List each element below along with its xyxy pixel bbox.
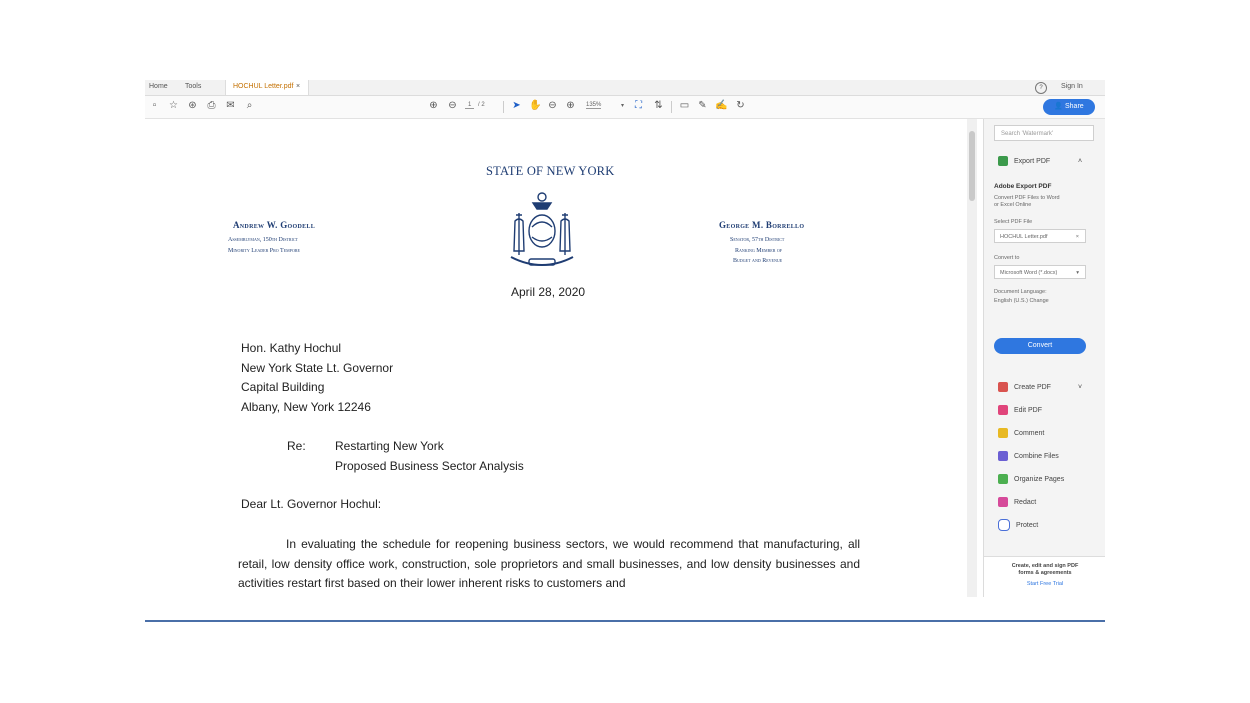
re-line-2: Proposed Business Sector Analysis	[335, 459, 524, 473]
export-pdf-icon	[998, 156, 1008, 166]
adobe-export-desc: Convert PDF Files to Word	[994, 195, 1060, 201]
document-language-label: Document Language:	[994, 289, 1047, 295]
comment-icon[interactable]: ▭	[679, 100, 690, 111]
document-view[interactable]	[145, 119, 957, 597]
save-icon[interactable]: ▫	[152, 100, 157, 111]
right-sender-committee: Budget and Revenue	[733, 258, 783, 264]
upload-icon[interactable]: ⊛	[188, 100, 197, 111]
convert-button[interactable]: Convert	[994, 338, 1086, 354]
tool-label: Comment	[1014, 430, 1045, 437]
document-tab[interactable]	[225, 80, 309, 95]
sign-in-link[interactable]: Sign In	[1061, 83, 1083, 90]
body-paragraph: In evaluating the schedule for reopening business sectors, we would recommend that manufacturing, all retail, low density office work, construction, sole proprietors and small businesses, and low density businesses and activities restart first based on their lower inherent risks to customers and	[238, 537, 860, 590]
share-button-label: Share	[1064, 103, 1084, 110]
salutation: Dear Lt. Governor Hochul:	[241, 497, 382, 511]
menu-bar	[145, 80, 1105, 96]
tools-search-input[interactable]: Search 'Watermark'	[994, 125, 1094, 141]
sign-icon[interactable]: ✍	[715, 100, 728, 111]
adobe-export-title: Adobe Export PDF	[994, 183, 1052, 190]
zoom-level-select[interactable]: 135%	[586, 102, 602, 108]
email-icon[interactable]: ✉	[226, 100, 235, 111]
convert-to-label: Convert to	[994, 255, 1020, 261]
tool-comment[interactable]	[998, 427, 1044, 441]
page-total: / 2	[478, 102, 485, 108]
document-scrollbar[interactable]	[967, 119, 977, 597]
share-button[interactable]	[1043, 99, 1095, 115]
start-free-trial-link[interactable]: Start Free Trial	[1026, 581, 1064, 587]
re-label: Re:	[287, 439, 306, 453]
ny-state-seal-icon	[507, 187, 577, 271]
protect-shield-icon	[998, 519, 1010, 531]
page-number-input[interactable]: 1	[465, 102, 474, 109]
footer-line-2: forms & agreements	[1018, 570, 1072, 576]
page-down-icon[interactable]: ⊖	[448, 100, 457, 111]
right-sender-title: Senator, 57th District	[730, 237, 785, 243]
menu-home[interactable]: Home	[149, 83, 168, 90]
document-language-value[interactable]: English (U.S.) Change	[994, 298, 1049, 304]
document-tab-title: HOCHUL Letter.pdf	[233, 83, 294, 90]
trial-footer	[984, 556, 1105, 597]
tool-label: Combine Files	[1014, 453, 1059, 460]
select-file-label: Select PDF File	[994, 219, 1033, 225]
address-line-2: New York State Lt. Governor	[241, 361, 394, 375]
select-cursor-icon[interactable]: ➤	[512, 100, 521, 111]
chevron-down-icon: ▾	[1076, 270, 1079, 276]
star-icon[interactable]: ☆	[169, 100, 178, 111]
convert-to-value: Microsoft Word (*.docx)	[1000, 270, 1058, 276]
tool-edit-pdf[interactable]	[998, 404, 1042, 418]
redact-icon	[998, 497, 1008, 507]
address-line-4: Albany, New York 12246	[241, 400, 371, 414]
zoom-out-icon[interactable]: ⊖	[548, 100, 557, 111]
zoom-in-icon[interactable]: ⊕	[566, 100, 575, 111]
adobe-export-desc-2: or Excel Online	[994, 202, 1032, 208]
scroll-mode-icon[interactable]: ⇅	[654, 100, 663, 111]
add-user-icon: 👤	[1054, 103, 1064, 110]
share-link-icon[interactable]: ↻	[736, 100, 745, 111]
tool-protect[interactable]	[998, 519, 1038, 533]
letter-date: April 28, 2020	[511, 285, 586, 299]
tool-create-pdf[interactable]	[998, 381, 1083, 395]
clear-file-icon[interactable]: ×	[1075, 234, 1079, 240]
chevron-down-icon[interactable]: ˅	[1078, 384, 1083, 391]
edit-pdf-icon	[998, 405, 1008, 415]
left-sender-name: Andrew W. Goodell	[233, 220, 316, 230]
tool-label: Organize Pages	[1014, 476, 1065, 483]
toolbar-divider	[671, 101, 672, 113]
fit-page-icon[interactable]: ⛶	[635, 100, 642, 111]
right-sender-role: Ranking Member of	[735, 248, 783, 254]
left-sender-title: Assemblyman, 150th District	[228, 237, 298, 243]
footer-line-1: Create, edit and sign PDF	[1011, 563, 1079, 569]
page-up-icon[interactable]: ⊕	[429, 100, 438, 111]
chevron-down-icon[interactable]: ▾	[621, 103, 625, 109]
toolbar-divider	[503, 101, 504, 113]
scrollbar-thumb[interactable]	[969, 131, 975, 201]
create-pdf-icon	[998, 382, 1008, 392]
address-line-1: Hon. Kathy Hochul	[241, 341, 342, 355]
comment-icon	[998, 428, 1008, 438]
chevron-up-icon[interactable]: ˄	[1078, 158, 1083, 165]
right-sender-name: George M. Borrello	[719, 220, 805, 230]
letterhead-title: STATE OF NEW YORK	[486, 164, 615, 178]
tool-label: Edit PDF	[1014, 407, 1043, 414]
export-pdf-label: Export PDF	[1014, 158, 1051, 165]
highlight-pen-icon[interactable]: ✎	[698, 100, 707, 111]
organize-pages-icon	[998, 474, 1008, 484]
menu-tools[interactable]: Tools	[185, 83, 202, 90]
tool-label: Redact	[1014, 499, 1037, 506]
tools-panel	[983, 119, 1105, 597]
close-tab-icon[interactable]: ×	[296, 83, 301, 90]
acrobat-window	[145, 80, 1105, 622]
selected-file-field[interactable]	[994, 229, 1086, 243]
combine-files-icon	[998, 451, 1008, 461]
tool-label: Create PDF	[1014, 384, 1051, 391]
re-line-1: Restarting New York	[335, 439, 444, 453]
tool-redact[interactable]	[998, 496, 1036, 510]
tool-label: Protect	[1016, 522, 1039, 529]
address-line-3: Capital Building	[241, 380, 325, 394]
tool-combine-files[interactable]	[998, 450, 1059, 464]
convert-to-select[interactable]	[994, 265, 1086, 279]
export-pdf-header[interactable]	[998, 155, 1083, 169]
help-icon[interactable]: ?	[1035, 82, 1047, 94]
hand-tool-icon[interactable]: ✋	[529, 100, 542, 111]
toolbar	[145, 96, 1105, 119]
tool-organize-pages[interactable]	[998, 473, 1064, 487]
search-icon[interactable]: ⌕	[246, 100, 253, 111]
selected-file-name: HOCHUL Letter.pdf	[1000, 234, 1048, 240]
left-sender-role: Minority Leader Pro Tempore	[228, 248, 300, 254]
print-icon[interactable]: ⎙	[207, 100, 216, 111]
